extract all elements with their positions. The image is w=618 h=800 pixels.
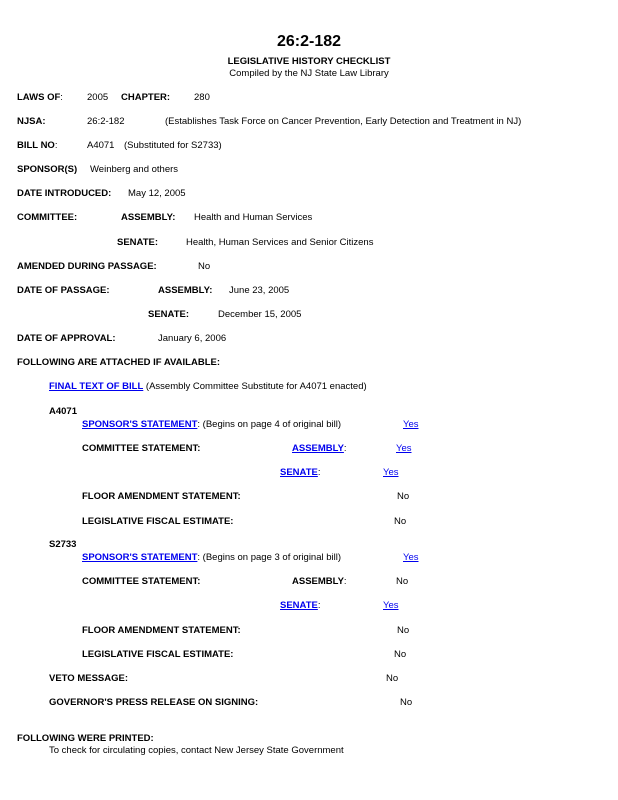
bill-no-colon: : [54,140,58,151]
a4071-sponsor-statement-link[interactable]: SPONSOR'S STATEMENT [82,419,198,430]
s2733-floor-value: No [397,625,410,636]
s2733-fiscal-label: LEGISLATIVE FISCAL ESTIMATE: [82,649,234,660]
attached-heading: FOLLOWING ARE ATTACHED IF AVAILABLE: [17,357,220,368]
sponsors-label: SPONSOR(S) [17,164,78,175]
laws-of-label: LAWS OF [17,92,61,103]
s2733-floor-label: FLOOR AMENDMENT STATEMENT: [82,625,241,636]
date-introduced-value: May 12, 2005 [128,188,186,199]
a4071-heading: A4071 [49,406,77,417]
bill-no-value: A4071 [87,140,115,151]
s2733-senate-yes-link[interactable]: Yes [383,600,399,611]
a4071-fiscal-value: No [394,516,407,527]
njsa-description: (Establishes Task Force on Cancer Prevention, Early Detection and Treatment in NJ) [165,116,522,127]
a4071-floor-label: FLOOR AMENDMENT STATEMENT: [82,491,241,502]
laws-of-row [17,92,63,103]
bill-no-label: BILL NO [17,140,55,151]
veto-value: No [386,673,399,684]
bill-no-row [17,140,57,151]
sponsors-value: Weinberg and others [90,164,179,175]
s2733-committee-label: COMMITTEE STATEMENT: [82,576,201,587]
amended-value: No [198,261,211,272]
s2733-sponsor-row [82,552,341,563]
s2733-heading: S2733 [49,539,77,550]
a4071-sponsor-note: : (Begins on page 4 of original bill) [197,419,342,430]
chapter-value: 280 [194,92,210,103]
passage-assembly-label: ASSEMBLY: [158,285,213,296]
a4071-senate-colon: : [317,467,321,478]
a4071-assembly-colon: : [343,443,347,454]
s2733-assembly-label: ASSEMBLY [292,576,344,587]
a4071-fiscal-label: LEGISLATIVE FISCAL ESTIMATE: [82,516,234,527]
s2733-senate-link[interactable]: SENATE [280,600,318,611]
a4071-assembly-yes-link[interactable]: Yes [396,443,412,454]
committee-assembly-value: Health and Human Services [194,212,313,223]
njsa-label: NJSA: [17,116,46,127]
passage-senate-value: December 15, 2005 [218,309,302,320]
a4071-senate-link[interactable]: SENATE [280,467,318,478]
s2733-sponsor-yes-link[interactable]: Yes [403,552,419,563]
committee-label: COMMITTEE: [17,212,78,223]
s2733-fiscal-value: No [394,649,407,660]
s2733-assembly-colon: : [343,576,347,587]
compiled-by: Compiled by the NJ State Law Library [229,68,389,79]
a4071-sponsor-row [82,419,341,430]
s2733-assembly-row [292,576,347,587]
press-release-value: No [400,697,413,708]
final-text-note: (Assembly Committee Substitute for A4071 enacted) [143,381,367,392]
date-of-approval-label: DATE OF APPROVAL: [17,333,116,344]
date-of-passage-label: DATE OF PASSAGE: [17,285,110,296]
s2733-senate-colon: : [317,600,321,611]
njsa-value: 26:2-182 [87,116,125,127]
a4071-assembly-row [292,443,347,454]
s2733-senate-row [280,600,320,611]
amended-label: AMENDED DURING PASSAGE: [17,261,157,272]
printed-note: To check for circulating copies, contact New Jersey State Government [49,745,344,756]
a4071-assembly-link[interactable]: ASSEMBLY [292,443,344,454]
page-title: 26:2-182 [276,33,342,50]
committee-senate-label: SENATE: [117,237,158,248]
a4071-senate-yes-link[interactable]: Yes [383,467,399,478]
a4071-committee-label: COMMITTEE STATEMENT: [82,443,201,454]
committee-assembly-label: ASSEMBLY: [121,212,176,223]
laws-of-year: 2005 [87,92,109,103]
bill-no-note: (Substituted for S2733) [124,140,222,151]
passage-assembly-value: June 23, 2005 [229,285,290,296]
date-introduced-label: DATE INTRODUCED: [17,188,112,199]
passage-senate-label: SENATE: [148,309,189,320]
veto-label: VETO MESSAGE: [49,673,129,684]
a4071-senate-row [280,467,320,478]
chapter-label: CHAPTER: [121,92,171,103]
laws-of-colon: : [60,92,63,103]
s2733-sponsor-statement-link[interactable]: SPONSOR'S STATEMENT [82,552,198,563]
s2733-assembly-value: No [396,576,409,587]
final-text-row [49,381,367,392]
a4071-floor-value: No [397,491,410,502]
page-subtitle: LEGISLATIVE HISTORY CHECKLIST [227,56,391,67]
s2733-sponsor-note: : (Begins on page 3 of original bill) [197,552,342,563]
a4071-sponsor-yes-link[interactable]: Yes [403,419,419,430]
final-text-link[interactable]: FINAL TEXT OF BILL [49,381,144,392]
press-release-label: GOVERNOR'S PRESS RELEASE ON SIGNING: [49,697,259,708]
printed-heading: FOLLOWING WERE PRINTED: [17,733,154,744]
date-of-approval-value: January 6, 2006 [158,333,227,344]
committee-senate-value: Health, Human Services and Senior Citizens [186,237,374,248]
